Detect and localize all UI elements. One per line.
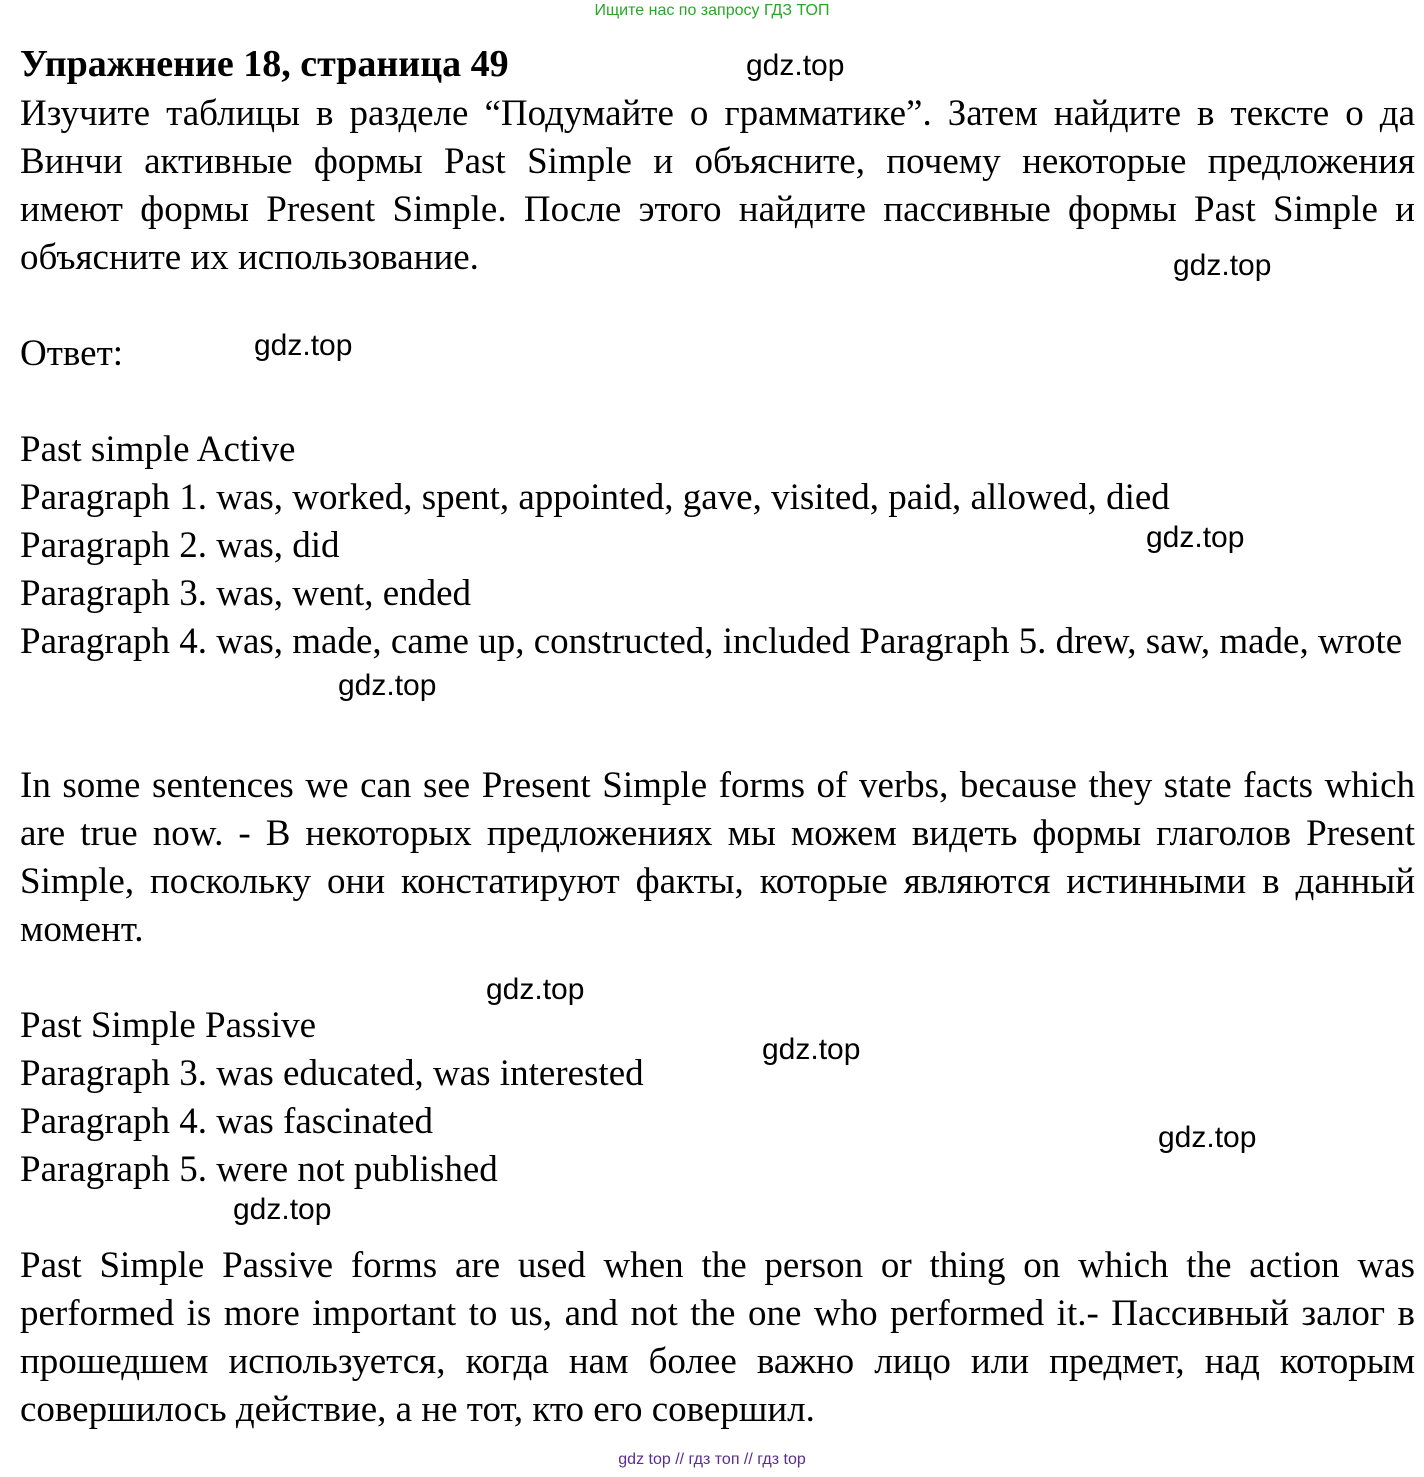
watermark: gdz.top [1173,249,1272,282]
page-title: Упражнение 18, страница 49 [20,43,509,85]
passive-paragraph-3: Paragraph 3. was educated, was interested [20,1053,644,1094]
present-explanation: In some sentences we can see Present Simple forms of verbs, because they state facts which are true now. - В некоторых предложениях мы можем видеть формы глаголов Present Simple, поскольку они констатируют факты, которые являются истинными в данный момент. [20,765,1415,950]
task-text: Изучите таблицы в разделе “Подумайте о грамматике”. Затем найдите в тексте о да Винчи активные формы Past Simple и объясните, почему некоторые предложения имеют формы Present Simple. После этого найдите пассивные формы Past Simple и объясните их использование. [20,93,1415,278]
watermark: gdz.top [762,1033,861,1066]
passive-paragraph-5: Paragraph 5. were not published [20,1149,498,1190]
passive-heading: Past Simple Passive [20,1005,317,1046]
watermark: gdz.top [254,329,353,362]
active-paragraph-4-5: Paragraph 4. was, made, came up, constructed, included Paragraph 5. drew, saw, made, wrote [20,621,1403,662]
active-paragraph-1: Paragraph 1. was, worked, spent, appointed, gave, visited, paid, allowed, died [20,477,1170,518]
footer: gdz top // гдз топ // гдз top [618,1451,806,1468]
passive-explanation: Past Simple Passive forms are used when the person or thing on which the action was performed is more important to us, and not the one who performed it.- Пассивный залог в прошедшем используется, когда нам более важно лицо или предмет, над которым совершилось действие, а не тот, кто его совершил. [20,1245,1415,1430]
watermark: gdz.top [746,49,845,82]
active-heading: Past simple Active [20,429,296,470]
active-paragraph-3: Paragraph 3. was, went, ended [20,573,472,614]
passive-section [20,1002,1415,1194]
active-paragraph-2: Paragraph 2. was, did [20,525,340,566]
answer-label: Ответ: [20,333,124,374]
watermark: gdz.top [486,973,585,1006]
watermark: gdz.top [233,1193,332,1226]
top-banner: Ищите нас по запросу ГДЗ ТОП [594,2,830,19]
watermark: gdz.top [338,669,437,702]
passive-paragraph-4: Paragraph 4. was fascinated [20,1101,433,1142]
watermark: gdz.top [1146,521,1245,554]
watermark: gdz.top [1158,1121,1257,1154]
